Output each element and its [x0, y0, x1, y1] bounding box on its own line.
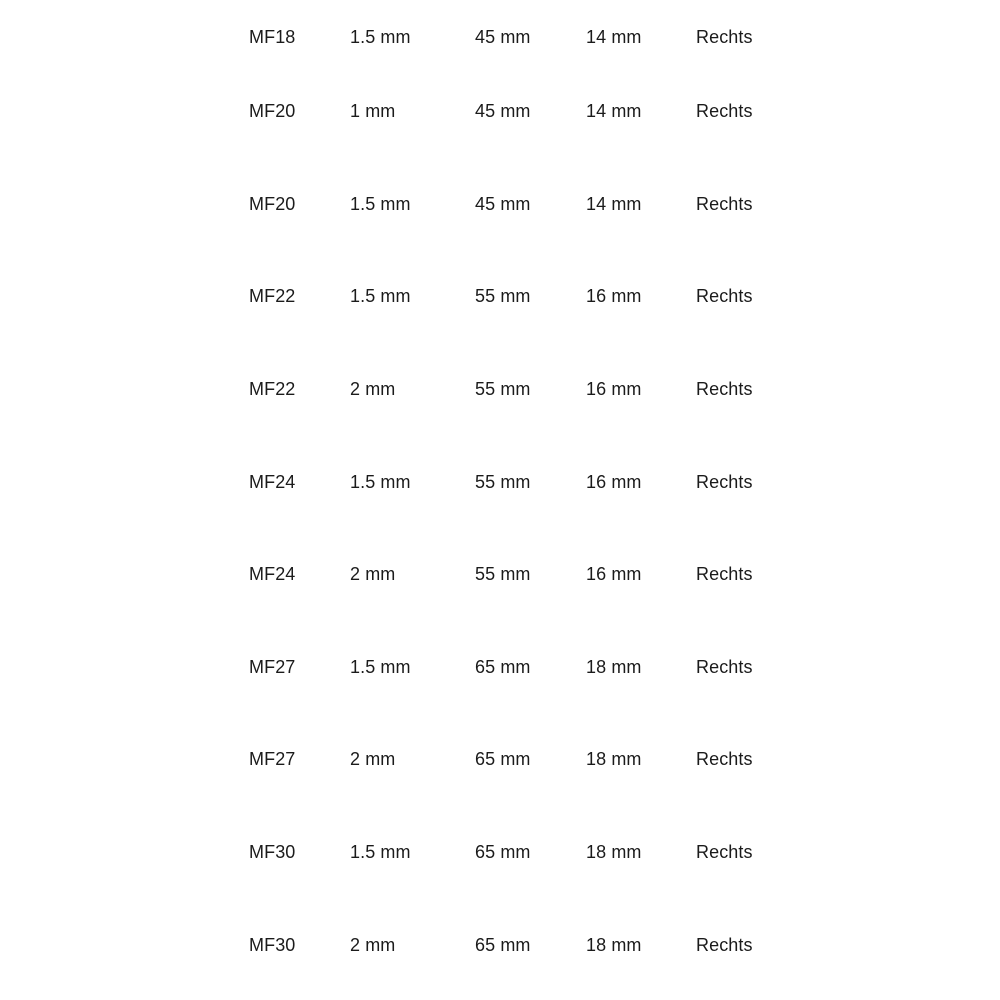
- cell-length: 65 mm: [475, 934, 531, 955]
- cell-direction: Rechts: [696, 564, 753, 585]
- cell-type: MF27: [249, 656, 296, 677]
- cell-type: MF22: [249, 286, 296, 307]
- cell-thread: 16 mm: [586, 564, 642, 585]
- cell-thread: 18 mm: [586, 934, 642, 955]
- cell-direction: Rechts: [696, 471, 753, 492]
- table-row: [249, 815, 769, 908]
- cell-direction: Rechts: [696, 656, 753, 677]
- table-row: [249, 908, 769, 1000]
- cell-length: 65 mm: [475, 656, 531, 677]
- cell-pitch: 1.5 mm: [350, 27, 411, 47]
- cell-thread: 16 mm: [586, 471, 642, 492]
- cell-length: 65 mm: [475, 842, 531, 863]
- cell-pitch: 2 mm: [350, 934, 396, 955]
- table-row: [249, 0, 769, 74]
- table-row: [249, 537, 769, 630]
- cell-pitch: 2 mm: [350, 749, 396, 770]
- cell-direction: Rechts: [696, 286, 753, 307]
- cell-type: MF20: [249, 193, 296, 214]
- cell-thread: 18 mm: [586, 842, 642, 863]
- cell-pitch: 1.5 mm: [350, 286, 411, 307]
- cell-direction: Rechts: [696, 934, 753, 955]
- cell-length: 55 mm: [475, 286, 531, 307]
- cell-direction: Rechts: [696, 27, 753, 47]
- table-row: [249, 352, 769, 445]
- cell-length: 45 mm: [475, 101, 531, 121]
- cell-length: 65 mm: [475, 749, 531, 770]
- cell-length: 55 mm: [475, 471, 531, 492]
- table-row: [249, 722, 769, 815]
- cell-type: MF20: [249, 101, 296, 121]
- cell-type: MF27: [249, 749, 296, 770]
- cell-thread: 14 mm: [586, 27, 642, 47]
- table-row: [249, 259, 769, 352]
- cell-pitch: 1.5 mm: [350, 193, 411, 214]
- cell-type: MF24: [249, 471, 296, 492]
- cell-direction: Rechts: [696, 749, 753, 770]
- cell-length: 55 mm: [475, 378, 531, 399]
- cell-length: 45 mm: [475, 193, 531, 214]
- cell-pitch: 1.5 mm: [350, 656, 411, 677]
- cell-direction: Rechts: [696, 842, 753, 863]
- cell-type: MF24: [249, 564, 296, 585]
- table-row: [249, 630, 769, 723]
- cell-thread: 14 mm: [586, 193, 642, 214]
- cell-direction: Rechts: [696, 193, 753, 214]
- table-row: [249, 167, 769, 260]
- cell-pitch: 2 mm: [350, 564, 396, 585]
- table-row: [249, 74, 769, 167]
- cell-thread: 18 mm: [586, 749, 642, 770]
- cell-direction: Rechts: [696, 101, 753, 121]
- cell-type: MF22: [249, 378, 296, 399]
- cell-type: MF30: [249, 934, 296, 955]
- cell-thread: 16 mm: [586, 378, 642, 399]
- cell-pitch: 2 mm: [350, 378, 396, 399]
- cell-type: MF18: [249, 27, 296, 47]
- cell-thread: 18 mm: [586, 656, 642, 677]
- cell-pitch: 1.5 mm: [350, 471, 411, 492]
- cell-length: 55 mm: [475, 564, 531, 585]
- table-row: [249, 445, 769, 538]
- cell-thread: 16 mm: [586, 286, 642, 307]
- cell-pitch: 1.5 mm: [350, 842, 411, 863]
- cell-length: 45 mm: [475, 27, 531, 47]
- cell-type: MF30: [249, 842, 296, 863]
- cell-pitch: 1 mm: [350, 101, 396, 121]
- spec-table: [249, 0, 769, 1000]
- cell-direction: Rechts: [696, 378, 753, 399]
- cell-thread: 14 mm: [586, 101, 642, 121]
